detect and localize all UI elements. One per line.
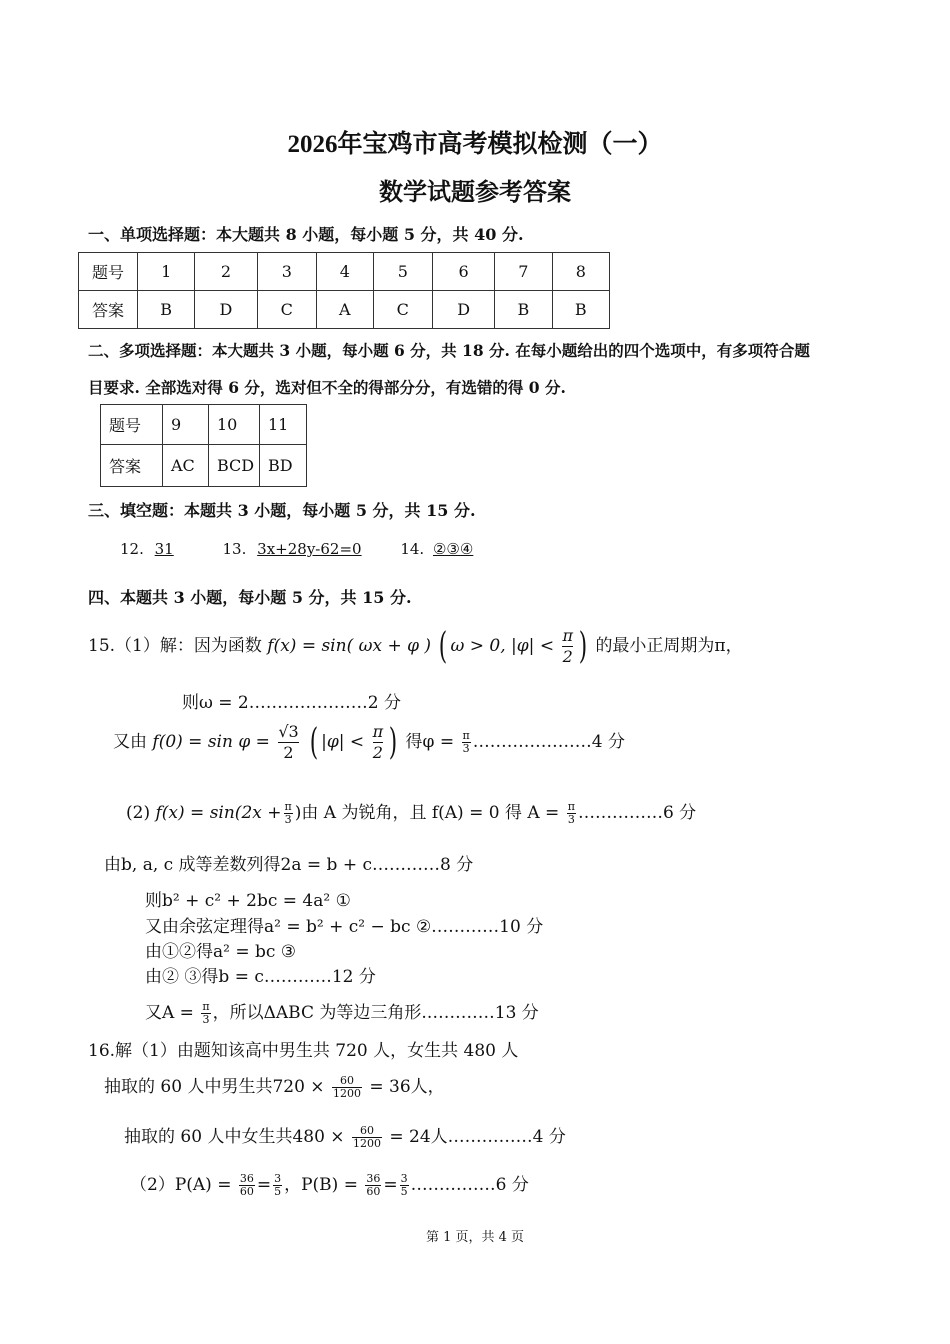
table-cell: BD <box>260 445 307 487</box>
fraction <box>332 1075 362 1100</box>
numerator: 3 <box>274 1172 282 1185</box>
table-cell: 5 <box>373 253 433 291</box>
header-cell: 答案 <box>101 445 163 487</box>
q15-f0-expr: f(0) = sin φ = <box>152 732 270 752</box>
equals: = <box>256 1175 272 1195</box>
fraction <box>567 801 576 826</box>
q13-answer: 3x+28y-62=0 <box>257 540 362 558</box>
section4-heading: 四、本题共 3 小题，每小题 5 分，共 15 分. <box>88 588 412 607</box>
fraction <box>284 801 293 826</box>
q15-line3 <box>113 722 625 763</box>
numerator: π <box>372 722 384 741</box>
denominator: 1200 <box>332 1087 361 1100</box>
denominator: 60 <box>239 1185 254 1198</box>
q15-line2: 则ω = 2…………………2 分 <box>182 693 401 713</box>
section3-heading: 三、填空题：本题共 3 小题，每小题 5 分，共 15 分. <box>88 501 476 520</box>
q15-line8: 由①②得a² = bc ③ <box>145 942 297 962</box>
numerator: π <box>462 729 470 742</box>
q15-line7: 又由余弦定理得a² = b² + c² − bc ②…………10 分 <box>145 917 544 937</box>
section1-heading: 一、单项选择题：本大题共 8 小题，每小题 5 分，共 40 分. <box>88 225 524 244</box>
fraction <box>278 722 298 763</box>
numerator: 36 <box>239 1172 254 1185</box>
q16-line2 <box>104 1072 445 1100</box>
fraction <box>400 1173 409 1198</box>
q15-line1 <box>88 626 743 667</box>
table-cell: B <box>138 291 195 329</box>
table-cell: 9 <box>163 405 209 445</box>
denominator: 3 <box>567 813 575 826</box>
numerator: 60 <box>332 1075 362 1088</box>
denominator: 2 <box>283 743 294 762</box>
q16-line1: 16.解（1）由题知该高中男生共 720 人，女生共 480 人 <box>88 1041 519 1061</box>
q12-answer: 31 <box>154 540 174 558</box>
table-cell: B <box>495 291 552 329</box>
table-cell: AC <box>163 445 209 487</box>
table-cell: BCD <box>209 445 260 487</box>
denominator: 3 <box>202 1013 210 1026</box>
table-cell: 2 <box>195 253 257 291</box>
section2-heading-line2: 目要求. 全部选对得 6 分，选对但不全的得部分分，有选错的得 0 分. <box>88 378 566 397</box>
q16-line4-suffix: ……………6 分 <box>410 1175 529 1195</box>
section1-answer-table <box>78 252 610 329</box>
q15-line1-prefix: 15.（1）解：因为函数 <box>88 636 262 656</box>
numerator: 60 <box>352 1125 382 1138</box>
equals: = <box>383 1175 398 1195</box>
q16-line4-mid: ，P(B) = <box>284 1175 358 1195</box>
fraction <box>373 722 384 763</box>
section2-answer-table <box>100 404 307 487</box>
right-paren: ) <box>388 722 398 763</box>
denominator: 5 <box>400 1185 408 1198</box>
numerator: π <box>567 800 575 813</box>
q13-label: 13. <box>222 540 247 558</box>
page-subtitle: 数学试题参考答案 <box>379 180 571 206</box>
table-cell: 1 <box>138 253 195 291</box>
table-cell: 7 <box>495 253 552 291</box>
q15-part2-label: (2) <box>126 803 151 823</box>
table-cell: C <box>373 291 433 329</box>
q12-label: 12. <box>120 540 144 558</box>
q15-line4 <box>126 798 696 826</box>
table-cell: 8 <box>552 253 609 291</box>
q15-function: f(x) = sin( ωx + φ ) <box>267 636 432 656</box>
q15-phi-condition: |φ| < <box>321 732 365 752</box>
right-paren: ) <box>578 626 588 667</box>
q16-line4 <box>130 1170 529 1198</box>
page-title: 2026年宝鸡市高考模拟检测（一） <box>287 131 663 158</box>
denominator: 60 <box>366 1185 381 1198</box>
q15-line3-mid: 得φ = <box>405 732 455 752</box>
q15-line9: 由② ③得b = c…………12 分 <box>145 967 376 987</box>
q15-line10 <box>145 998 539 1026</box>
fill-in-answers <box>120 540 473 558</box>
numerator: √3 <box>278 722 299 741</box>
q15-line4-mid: )由 A 为锐角，且 f(A) = 0 得 A = <box>294 803 560 823</box>
header-cell: 题号 <box>79 253 138 291</box>
q15-condition: ω > 0, |φ| < <box>450 636 555 656</box>
table-cell: D <box>195 291 257 329</box>
q15-line10-suffix: ，所以ΔABC 为等边三角形.…………13 分 <box>212 1003 539 1023</box>
table-cell: 3 <box>257 253 317 291</box>
numerator: π <box>202 1000 210 1013</box>
q15-line6: 则b² + c² + 2bc = 4a² ① <box>145 891 351 911</box>
q15-fx-expr: f(x) = sin(2x + <box>155 803 282 823</box>
denominator: 1200 <box>352 1137 381 1150</box>
q16-line3-suffix: = 24人……………4 分 <box>389 1127 566 1147</box>
q16-line2-suffix: = 36人， <box>369 1077 445 1097</box>
fraction <box>365 1173 381 1198</box>
denominator: 3 <box>462 742 470 755</box>
q16-line4-prefix: （2）P(A) = <box>130 1175 232 1195</box>
table-cell: C <box>257 291 317 329</box>
denominator: 3 <box>284 813 292 826</box>
denominator: 5 <box>274 1185 282 1198</box>
fraction <box>201 1001 210 1026</box>
q15-line4-suffix: ……………6 分 <box>577 803 697 823</box>
q16-line3-prefix: 抽取的 60 人中女生共480 × <box>124 1127 345 1147</box>
q15-line5: 由b, a, c 成等差数列得2a = b + c…………8 分 <box>104 855 474 875</box>
table-cell: 4 <box>317 253 373 291</box>
q16-line2-prefix: 抽取的 60 人中男生共720 × <box>104 1077 325 1097</box>
numerator: 3 <box>400 1172 408 1185</box>
table-row <box>101 405 307 445</box>
header-cell: 答案 <box>79 291 138 329</box>
table-row <box>79 291 610 329</box>
numerator: π <box>562 626 573 645</box>
fraction <box>239 1173 255 1198</box>
table-cell: A <box>317 291 373 329</box>
table-cell: 11 <box>260 405 307 445</box>
fraction <box>273 1173 282 1198</box>
header-cell: 题号 <box>101 405 163 445</box>
fraction <box>562 626 573 667</box>
table-cell: 10 <box>209 405 260 445</box>
fraction <box>462 730 471 755</box>
page-footer: 第 1 页，共 4 页 <box>425 1230 525 1245</box>
q14-label: 14. <box>400 540 425 558</box>
section2-heading-line1: 二、多项选择题：本大题共 3 小题，每小题 6 分，共 18 分. 在每小题给出的四个选项中，有多项符合题 <box>88 341 810 360</box>
numerator: π <box>284 800 292 813</box>
left-paren: ( <box>309 722 319 763</box>
table-row <box>101 445 307 487</box>
table-cell: D <box>433 291 495 329</box>
left-paren: ( <box>439 626 448 667</box>
q15-line3-suffix: …………………4 分 <box>472 732 625 752</box>
table-cell: B <box>552 291 609 329</box>
q15-line3-prefix: 又由 <box>113 732 147 752</box>
fraction <box>352 1125 382 1150</box>
denominator: 2 <box>562 647 573 666</box>
table-cell: 6 <box>433 253 495 291</box>
denominator: 2 <box>372 743 383 762</box>
numerator: 36 <box>366 1172 381 1185</box>
table-row <box>79 253 610 291</box>
q15-line1-suffix: 的最小正周期为π， <box>595 636 743 656</box>
q15-line10-prefix: 又A = <box>145 1003 194 1023</box>
q14-answer: ②③④ <box>432 540 474 558</box>
q16-line3 <box>124 1122 566 1150</box>
